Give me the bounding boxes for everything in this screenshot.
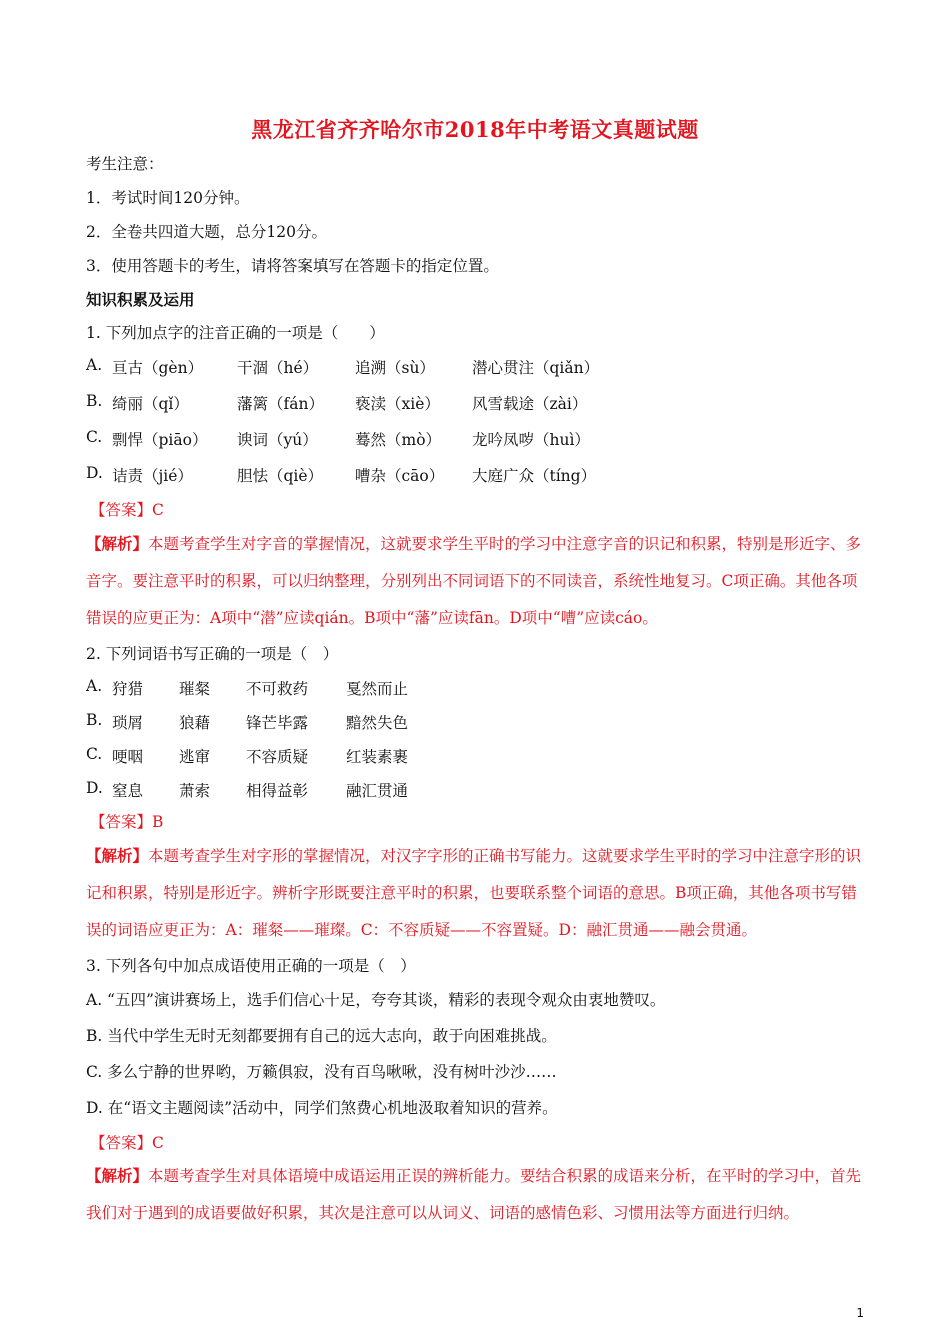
notice-heading: 考生注意：: [86, 155, 164, 173]
q2-option-cell: 戛然而止: [346, 680, 409, 698]
q2-option-cell: 逃窜: [179, 748, 211, 766]
analysis-text: 本题考查学生对字音的掌握情况，这就要求学生平时的学习中注意字音的识记和积累，特别是形近字、多音字。要注意平时的积累，可以归纳整理，分别列出不同词语下的不同读音，系统性地复习。C项正确。其他各项错误的应更正为：A项中“潜”应读qián。B项中“藩”应读fān。D项中“嘈”应读cáo。: [86, 535, 862, 627]
q1-option-cell: 藩篱（fán）: [237, 395, 324, 413]
analysis-text: 本题考查学生对具体语境中成语运用正误的辨析能力。要结合积累的成语来分析，在平时的学习中，首先我们对于遇到的成语要做好积累，其次是注意可以从词义、词语的感情色彩、习惯用法等方面进行归纳。: [86, 1167, 862, 1222]
q1-stem: 1. 下列加点字的注音正确的一项是（ ）: [86, 324, 385, 342]
q1-answer: 【答案】C: [90, 501, 164, 519]
section-heading: 知识积累及运用: [86, 290, 195, 309]
q1-option-cell: 亵渎（xiè）: [355, 395, 440, 413]
q3-answer: 【答案】C: [90, 1134, 164, 1152]
q1-option-label: C.: [86, 428, 103, 446]
q2-analysis: [86, 837, 866, 949]
q3-option: B. 当代中学生无时无刻都要拥有自己的远大志向，敢于向困难挑战。: [86, 1027, 557, 1045]
q2-option-cell: 红装素裹: [346, 748, 409, 766]
q2-option-label: C.: [86, 745, 103, 763]
q2-option-cell: 锋芒毕露: [246, 714, 309, 732]
q1-option-cell: 剽悍（piāo）: [112, 431, 208, 449]
q2-option-cell: 狼藉: [179, 714, 211, 732]
q3-stem: 3. 下列各句中加点成语使用正确的一项是（ ）: [86, 957, 416, 975]
q3-option: A. “五四”演讲赛场上，选手们信心十足，夸夸其谈，精彩的表现令观众由衷地赞叹。: [86, 991, 666, 1009]
page-number: 1: [856, 1306, 864, 1320]
q2-option-cell: 黯然失色: [346, 714, 409, 732]
q1-analysis: [86, 525, 866, 637]
q2-option-label: B.: [86, 711, 103, 729]
notice-item-3: 3．使用答题卡的考生，请将答案填写在答题卡的指定位置。: [86, 257, 499, 275]
q1-option-cell: 龙吟凤哕（huì）: [472, 431, 590, 449]
q1-option-cell: 大庭广众（tíng）: [472, 467, 597, 485]
q3-analysis: [86, 1157, 866, 1232]
analysis-tag: 【解析】: [86, 1166, 149, 1185]
q1-option-cell: 潜心贯注（qiǎn）: [472, 359, 600, 377]
q1-option-cell: 诘责（jié）: [112, 467, 193, 485]
notice-item-2: 2．全卷共四道大题，总分120分。: [86, 223, 327, 241]
q2-option-cell: 狩猎: [112, 680, 144, 698]
q3-option: C. 多么宁静的世界哟，万籁俱寂，没有百鸟啾啾，没有树叶沙沙……: [86, 1063, 557, 1081]
q2-option-cell: 融汇贯通: [346, 782, 409, 800]
q2-option-cell: 相得益彰: [246, 782, 309, 800]
q1-option-cell: 追溯（sù）: [355, 359, 435, 377]
q1-option-cell: 干涸（hé）: [237, 359, 319, 377]
q2-answer: 【答案】B: [90, 813, 164, 831]
q2-option-cell: 璀粲: [179, 680, 211, 698]
q2-option-cell: 萧索: [179, 782, 211, 800]
q2-option-cell: 窒息: [112, 782, 144, 800]
analysis-tag: 【解析】: [86, 534, 149, 553]
q1-option-cell: 风雪载途（zài）: [472, 395, 588, 413]
q2-option-cell: 哽咽: [112, 748, 144, 766]
q2-option-label: D.: [86, 779, 103, 797]
q1-option-cell: 绮丽（qǐ）: [112, 395, 189, 413]
q1-option-cell: 蓦然（mò）: [355, 431, 442, 449]
q1-option-cell: 嘈杂（cāo）: [355, 467, 445, 485]
q1-option-cell: 胆怯（qiè）: [237, 467, 324, 485]
q1-option-label: B.: [86, 392, 103, 410]
q1-option-cell: 谀词（yú）: [237, 431, 318, 449]
analysis-text: 本题考查学生对字形的掌握情况，对汉字字形的正确书写能力。这就要求学生平时的学习中注意字形的识记和积累，特别是形近字。辨析字形既要注意平时的积累，也要联系整个词语的意思。B项正确，其他各项书写错误的词语应更正为：A：璀粲——璀璨。C：不容质疑——不容置疑。D：融汇贯通——融会贯通。: [86, 847, 862, 939]
q1-option-cell: 亘古（gèn）: [112, 359, 204, 377]
analysis-tag: 【解析】: [86, 846, 149, 865]
q2-option-cell: 不可救药: [246, 680, 309, 698]
page-title: 黑龙江省齐齐哈尔市2018年中考语文真题试题: [251, 117, 699, 142]
q2-option-label: A.: [86, 677, 103, 695]
notice-item-1: 1．考试时间120分钟。: [86, 189, 250, 207]
q1-option-label: D.: [86, 464, 103, 482]
q2-stem: 2. 下列词语书写正确的一项是（ ）: [86, 645, 339, 663]
q2-option-cell: 不容质疑: [246, 748, 309, 766]
q3-option: D. 在“语文主题阅读”活动中，同学们煞费心机地汲取着知识的营养。: [86, 1099, 558, 1117]
q1-option-label: A.: [86, 356, 103, 374]
q2-option-cell: 琐屑: [112, 714, 144, 732]
